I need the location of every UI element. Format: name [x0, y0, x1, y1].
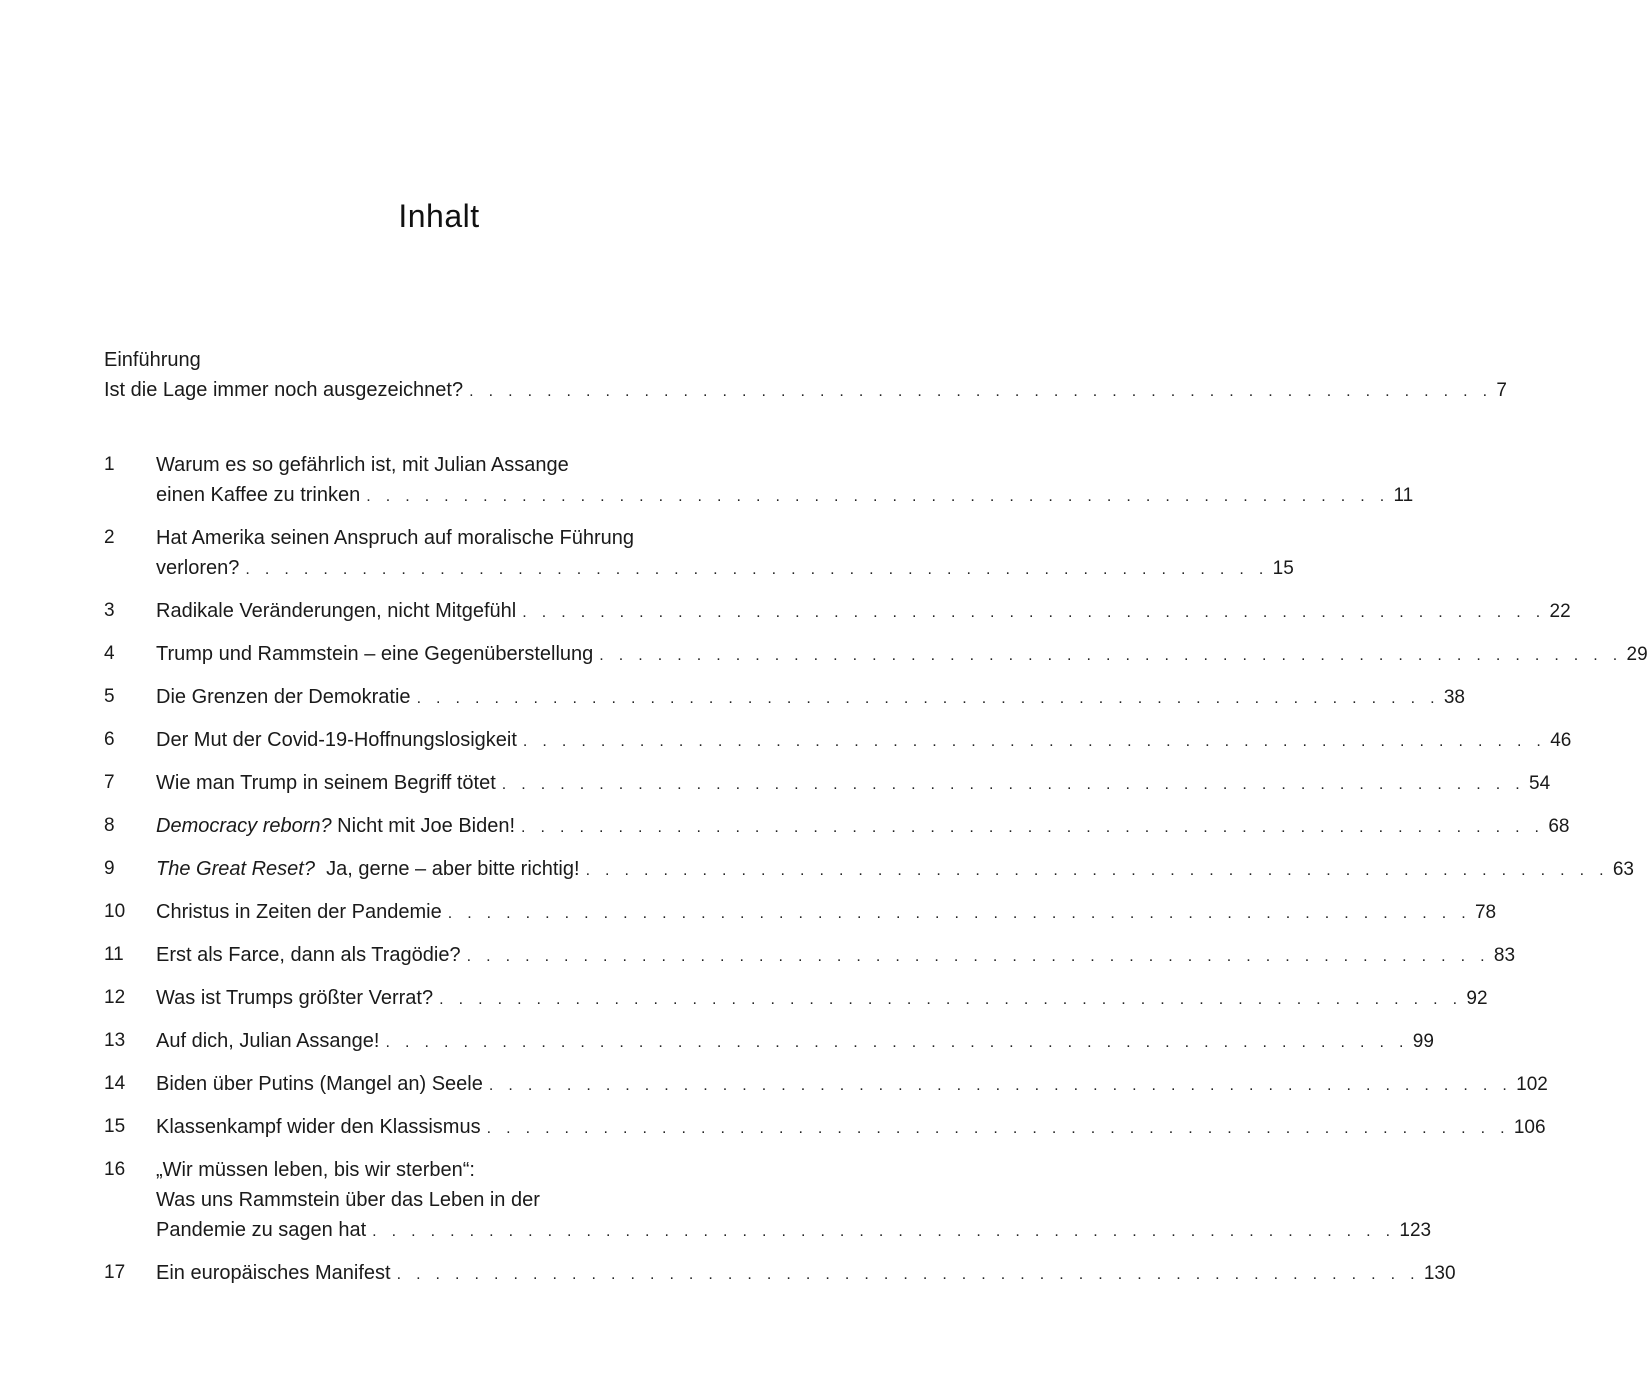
chapter-title-text: Klassenkampf wider den Klassismus: [156, 1116, 481, 1138]
chapter-number: 2: [104, 527, 115, 548]
page-number: 123: [1399, 1220, 1432, 1241]
chapter-title-block: [156, 1155, 1432, 1245]
leader-dots: . . . . . . . . . . . . . . . . . . . . . . . . . . . . . . . . . . . . . . . . . . . . . . . . . . . . .: [439, 991, 1463, 1008]
chapter-title-block: [156, 983, 1488, 1013]
chapter-number: 14: [104, 1073, 126, 1094]
leader-dots: . . . . . . . . . . . . . . . . . . . . . . . . . . . . . . . . . . . . . . . . . . . . . . . . . . . . .: [396, 1266, 1420, 1283]
chapter-title-text: Auf dich, Julian Assange!: [156, 1030, 380, 1052]
chapter-title-text: Ja, gerne – aber bitte richtig!: [314, 858, 580, 880]
leader-dots: . . . . . . . . . . . . . . . . . . . . . . . . . . . . . . . . . . . . . . . . . . . . . . . . . . . . .: [245, 561, 1269, 578]
page-number: 38: [1443, 687, 1465, 708]
page-number: 68: [1548, 816, 1570, 837]
chapter-title-block: [156, 1026, 1434, 1056]
chapter-title: [156, 682, 411, 712]
chapter-title-text: Was ist Trumps größter Verrat?: [156, 987, 434, 1009]
page-number: 29: [1626, 644, 1648, 665]
chapter-title-line: Warum es so gefährlich ist, mit Julian Assange: [156, 454, 569, 476]
intro-title: Ist die Lage immer noch ausgezeichnet?: [104, 379, 464, 401]
page-number: 130: [1423, 1263, 1456, 1284]
chapter-title-text: Radikale Veränderungen, nicht Mitgefühl: [156, 600, 517, 622]
chapter-title: [156, 983, 433, 1013]
leader-dots: . . . . . . . . . . . . . . . . . . . . . . . . . . . . . . . . . . . . . . . . . . . . . . . . . . . . .: [522, 733, 1547, 750]
chapter-title: [156, 639, 593, 669]
page-number: 92: [1466, 988, 1488, 1009]
chapter-title-block: [156, 1112, 1546, 1142]
chapter-title-text: verloren?: [156, 557, 240, 579]
chapter-number: 15: [104, 1116, 126, 1137]
leader-dots: . . . . . . . . . . . . . . . . . . . . . . . . . . . . . . . . . . . . . . . . . . . . . . . . . . . . .: [416, 690, 1440, 707]
chapter-title: [156, 768, 496, 798]
chapter-title: [156, 1026, 379, 1056]
chapter-title: [156, 596, 516, 626]
chapter-title: [156, 854, 580, 884]
chapter-number: 16: [104, 1159, 126, 1180]
page-number: 106: [1513, 1117, 1546, 1138]
leader-dots: . . . . . . . . . . . . . . . . . . . . . . . . . . . . . . . . . . . . . . . . . . . . . . . . . . . . .: [521, 819, 1545, 836]
chapter-title-text: einen Kaffee zu trinken: [156, 484, 361, 506]
leader-dots: . . . . . . . . . . . . . . . . . . . . . . . . . . . . . . . . . . . . . . . . . . . . . . . . . . . . .: [522, 604, 1546, 621]
leader-dots: . . . . . . . . . . . . . . . . . . . . . . . . . . . . . . . . . . . . . . . . . . . . . . . . . . . . .: [372, 1223, 1396, 1240]
chapter-number: 12: [104, 987, 126, 1008]
chapter-title-final-line: [156, 768, 1551, 798]
chapter-title: [156, 1069, 483, 1099]
chapter-title-block: [156, 1258, 1456, 1288]
chapter-number: 7: [104, 772, 115, 793]
chapter-title-line: Hat Amerika seinen Anspruch auf moralische Führung: [156, 527, 635, 549]
page-number: 22: [1549, 601, 1571, 622]
chapter-title-final-line: [156, 1069, 1548, 1099]
chapter-title-final-line: [156, 854, 1634, 884]
chapter-title-text: Nicht mit Joe Biden!: [331, 815, 516, 837]
chapter-title-final-line: [156, 1026, 1434, 1056]
leader-dots: . . . . . . . . . . . . . . . . . . . . . . . . . . . . . . . . . . . . . . . . . . . . . . . . . . . . .: [585, 862, 1609, 879]
leader-dots: . . . . . . . . . . . . . . . . . . . . . . . . . . . . . . . . . . . . . . . . . . . . . . . . . . . . .: [488, 1077, 1513, 1094]
page-number: 46: [1550, 730, 1572, 751]
chapter-number: 8: [104, 815, 115, 836]
chapter-title-text: Trump und Rammstein – eine Gegenüberstellung: [156, 643, 594, 665]
chapter-title: [156, 725, 517, 755]
chapter-title-block: [156, 897, 1497, 927]
chapter-title-block: [156, 940, 1516, 970]
chapter-title-italic: The Great Reset?: [156, 858, 315, 880]
chapter-title-final-line: [156, 480, 1414, 510]
chapter-title-final-line: [156, 682, 1465, 712]
chapter-title-final-line: [156, 596, 1571, 626]
chapter-title: [156, 1258, 391, 1288]
chapter-title-block: [156, 725, 1572, 755]
chapter-title-block: [156, 596, 1571, 626]
chapter-title: [156, 897, 442, 927]
chapter-title-block: [156, 523, 1294, 583]
chapter-title-final-line: [156, 725, 1572, 755]
chapter-number: 4: [104, 643, 115, 664]
chapter-title-block: [156, 854, 1634, 884]
chapter-title-text: Der Mut der Covid-19-Hoffnungslosigkeit: [156, 729, 517, 751]
page-number: 11: [1393, 485, 1414, 506]
intro-heading: Einführung: [104, 349, 201, 371]
leader-dots: . . . . . . . . . . . . . . . . . . . . . . . . . . . . . . . . . . . . . . . . . . . . . . . . . . . . .: [447, 905, 1471, 922]
chapter-title-italic: Democracy reborn?: [156, 815, 332, 837]
chapter-title-block: [156, 1069, 1548, 1099]
chapter-title-final-line: [156, 1258, 1456, 1288]
page-number: 99: [1412, 1031, 1434, 1052]
chapter-title-final-line: [156, 553, 1294, 583]
chapter-number: 13: [104, 1030, 126, 1051]
chapter-title-text: Die Grenzen der Demokratie: [156, 686, 411, 708]
page-number: 63: [1612, 859, 1634, 880]
chapter-title-line: „Wir müssen leben, bis wir sterben“:: [156, 1159, 475, 1181]
leader-dots: . . . . . . . . . . . . . . . . . . . . . . . . . . . . . . . . . . . . . . . . . . . . . . . . . . . . .: [599, 647, 1623, 664]
chapter-title: [156, 1112, 481, 1142]
chapter-title: [156, 1215, 366, 1245]
chapter-title-block: [156, 682, 1465, 712]
chapter-title: [156, 553, 239, 583]
chapter-title-block: [156, 768, 1551, 798]
chapter-number: 6: [104, 729, 115, 750]
chapter-number: 10: [104, 901, 126, 922]
toc-intro: [104, 345, 1507, 405]
intro-page-number: 7: [1496, 380, 1507, 401]
page-title: Inhalt: [398, 198, 480, 234]
chapter-title-final-line: [156, 639, 1648, 669]
leader-dots: . . . . . . . . . . . . . . . . . . . . . . . . . . . . . . . . . . . . . . . . . . . . . . . . . . . . .: [469, 383, 1493, 400]
chapter-title-text: Erst als Farce, dann als Tragödie?: [156, 944, 461, 966]
chapter-title-text: Pandemie zu sagen hat: [156, 1219, 367, 1241]
leader-dots: . . . . . . . . . . . . . . . . . . . . . . . . . . . . . . . . . . . . . . . . . . . . . . . . . . . . .: [501, 776, 1526, 793]
chapter-title-final-line: [156, 811, 1570, 841]
chapter-number: 5: [104, 686, 115, 707]
leader-dots: . . . . . . . . . . . . . . . . . . . . . . . . . . . . . . . . . . . . . . . . . . . . . . . . . . . . .: [486, 1120, 1510, 1137]
leader-dots: . . . . . . . . . . . . . . . . . . . . . . . . . . . . . . . . . . . . . . . . . . . . . . . . . . . . .: [466, 948, 1490, 965]
chapter-title-block: [156, 639, 1648, 669]
chapter-title-final-line: [156, 940, 1516, 970]
page-number: 83: [1493, 945, 1516, 966]
chapter-title: [156, 480, 360, 510]
intro-line: [104, 375, 1507, 405]
chapter-title-text: Biden über Putins (Mangel an) Seele: [156, 1073, 483, 1095]
page-number: 78: [1474, 902, 1497, 923]
chapter-title-final-line: [156, 983, 1488, 1013]
chapter-title-final-line: [156, 1112, 1546, 1142]
chapter-number: 17: [104, 1262, 126, 1283]
page-number: 54: [1529, 773, 1551, 794]
chapter-title-text: Christus in Zeiten der Pandemie: [156, 901, 442, 923]
chapter-number: 1: [104, 454, 115, 475]
chapter-title-final-line: [156, 897, 1497, 927]
leader-dots: . . . . . . . . . . . . . . . . . . . . . . . . . . . . . . . . . . . . . . . . . . . . . . . . . . . . .: [385, 1034, 1409, 1051]
chapter-number: 9: [104, 858, 115, 879]
chapter-title-line: Was uns Rammstein über das Leben in der: [156, 1189, 540, 1211]
chapter-title-final-line: [156, 1215, 1432, 1245]
chapter-title: [156, 940, 461, 970]
chapter-title-text: Wie man Trump in seinem Begriff tötet: [156, 772, 496, 794]
chapter-number: 11: [104, 944, 124, 965]
chapter-title-block: [156, 811, 1570, 841]
leader-dots: . . . . . . . . . . . . . . . . . . . . . . . . . . . . . . . . . . . . . . . . . . . . . . . . . . . . .: [366, 488, 1390, 505]
chapter-title: [156, 811, 515, 841]
chapter-number: 3: [104, 600, 115, 621]
chapter-title-block: [156, 450, 1414, 510]
page-number: 102: [1516, 1074, 1548, 1095]
chapter-title-text: Ein europäisches Manifest: [156, 1262, 391, 1284]
page-number: 15: [1272, 558, 1294, 579]
